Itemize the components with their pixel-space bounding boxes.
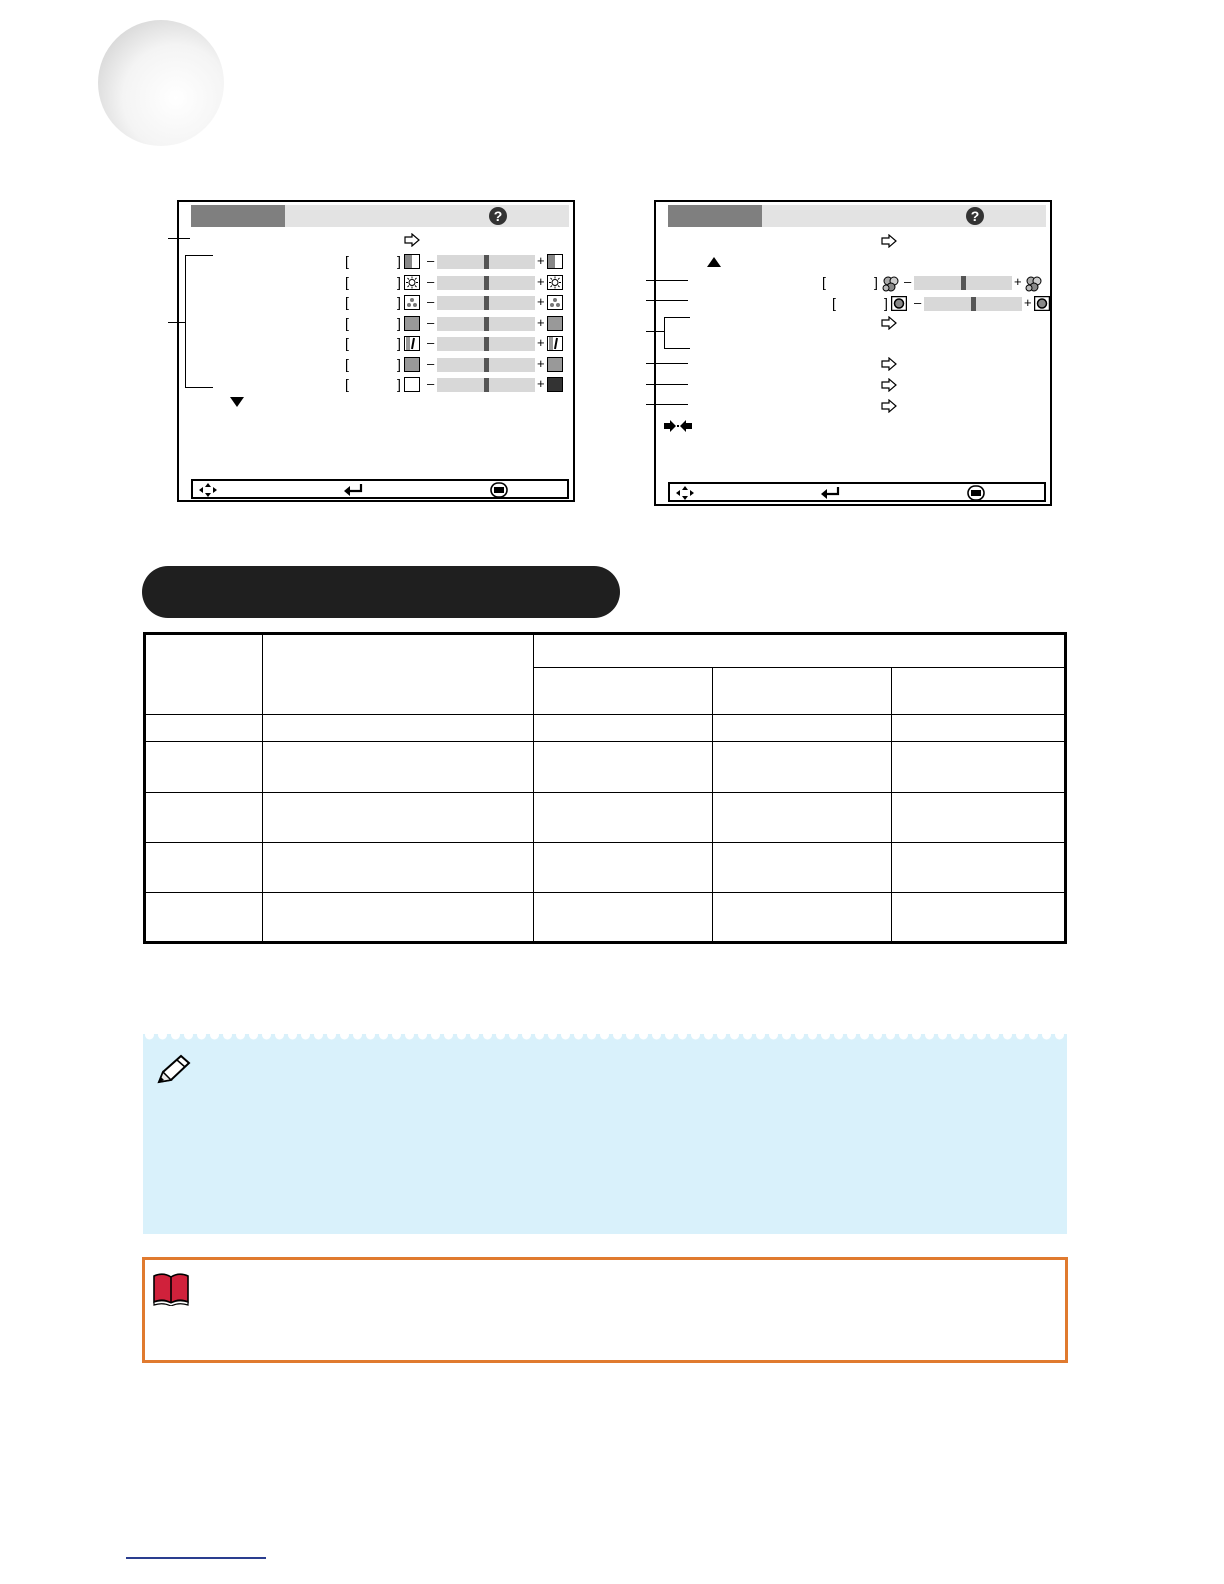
slider-minus-sign: – [427,335,435,350]
slider-minus-sign: – [914,294,922,310]
slider-max-icon [547,254,563,274]
pencil-icon [153,1052,193,1088]
value-bracket-left: [ [832,294,836,311]
slider-track[interactable] [437,276,535,290]
osd-active-tab[interactable] [191,205,285,227]
value-bracket-right: ] [397,355,401,372]
osd-title-bar [191,205,569,227]
slider-track[interactable] [437,378,535,392]
table-row [145,843,1066,893]
callout-bracket-bottom [664,348,690,349]
slider-row[interactable] [345,336,585,352]
slider-plus-sign: + [537,376,545,391]
info-box [142,1257,1068,1363]
slider-thumb[interactable] [484,378,489,392]
four-way-arrow-icon [197,482,219,498]
callout-line [646,363,688,364]
slider-min-icon [404,295,420,315]
value-bracket-right: ] [397,253,401,269]
osd-picture-menu-page-1 [177,200,575,502]
slider-thumb[interactable] [484,296,489,310]
svg-text:?: ? [970,208,980,224]
slider-track[interactable] [437,255,535,269]
slider-track[interactable] [437,296,535,310]
table-row [145,893,1066,943]
slider-thumb[interactable] [484,317,489,331]
value-bracket-right: ] [884,294,888,311]
osd-active-tab[interactable] [668,205,762,227]
scalloped-edge [143,1034,1067,1046]
table-header-cell [534,634,1066,668]
slider-minus-sign: – [427,294,435,309]
slider-thumb[interactable] [971,297,976,311]
slider-thumb[interactable] [484,255,489,269]
slider-min-icon [404,357,420,377]
slider-thumb[interactable] [484,337,489,351]
table-subheader-cell [713,668,892,715]
slider-plus-sign: + [537,314,545,330]
slider-row[interactable] [832,296,1072,312]
slider-max-icon [547,357,563,377]
slider-max-icon [1034,296,1050,316]
slider-row[interactable] [345,254,585,270]
value-bracket-right: ] [397,294,401,310]
value-bracket-right: ] [397,376,401,392]
up-triangle-icon[interactable] [707,257,721,268]
value-bracket-left: [ [822,274,826,290]
callout-line [646,280,688,281]
slider-plus-sign: + [1014,274,1022,289]
right-arrow-icon[interactable] [881,399,897,413]
slider-min-icon [404,254,420,274]
value-bracket-left: [ [345,355,349,372]
callout-line [646,384,688,385]
table-subheader-cell [534,668,713,715]
slider-minus-sign: – [904,274,912,289]
enter-return-icon [820,485,842,501]
slider-minus-sign: – [427,273,435,289]
page-footer-rule [126,1557,266,1559]
value-bracket-left: [ [345,376,349,392]
slider-track[interactable] [437,358,535,372]
table-subheader-cell [892,668,1066,715]
slider-plus-sign: + [537,273,545,289]
down-triangle-icon[interactable] [230,397,244,408]
value-bracket-right: ] [874,274,878,290]
slider-min-icon [404,377,420,397]
slider-thumb[interactable] [484,276,489,290]
note-box [143,1034,1067,1234]
table-header-cell [145,634,263,715]
slider-max-icon [547,336,563,356]
callout-line [646,331,664,332]
slider-row[interactable] [345,275,585,291]
value-bracket-left: [ [345,314,349,331]
slider-max-icon [547,275,563,295]
value-bracket-left: [ [345,294,349,310]
converge-arrows-icon[interactable] [664,419,692,433]
value-bracket-right: ] [397,335,401,351]
table-header-cell [263,634,534,715]
callout-bracket-top [185,255,213,256]
chapter-tab-decoration [98,20,224,146]
right-arrow-icon[interactable] [881,234,897,248]
value-bracket-left: [ [345,253,349,269]
slider-min-icon [404,316,420,336]
slider-min-icon [891,296,907,316]
value-bracket-right: ] [397,273,401,290]
book-icon [151,1272,191,1306]
slider-row[interactable] [345,295,585,311]
help-question-icon[interactable] [965,206,985,226]
osd-picture-menu-page-2 [654,200,1052,506]
right-arrow-icon[interactable] [881,357,897,371]
slider-minus-sign: – [427,253,435,268]
slider-plus-sign: + [537,335,545,350]
help-question-icon[interactable] [488,206,508,226]
slider-thumb[interactable] [484,358,489,372]
slider-max-icon [547,295,563,315]
menu-button-icon [967,485,985,501]
osd-title-bar [668,205,1046,227]
osd-footer-guide [191,479,569,499]
slider-thumb[interactable] [961,276,966,290]
osd-footer-guide [668,482,1046,502]
callout-bracket [664,317,665,349]
slider-row[interactable] [345,316,585,332]
enter-return-icon [343,482,365,498]
callout-bracket-bottom [185,387,213,388]
slider-min-icon [404,336,420,356]
slider-row[interactable] [345,357,585,373]
value-bracket-right: ] [397,314,401,331]
callout-bracket [185,255,186,387]
callout-line [168,322,186,323]
right-arrow-icon[interactable] [404,233,420,247]
slider-max-icon [547,316,563,336]
table-row [145,793,1066,843]
value-bracket-left: [ [345,335,349,351]
right-arrow-icon[interactable] [881,316,897,330]
slider-minus-sign: – [427,376,435,391]
right-arrow-icon[interactable] [881,378,897,392]
slider-row[interactable] [345,377,585,393]
slider-track[interactable] [924,297,1022,311]
slider-plus-sign: + [537,355,545,371]
callout-bracket-top [664,317,690,318]
slider-plus-sign: + [537,294,545,309]
slider-minus-sign: – [427,314,435,330]
slider-track[interactable] [914,276,1012,290]
table-row [145,742,1066,793]
slider-min-icon [404,275,420,295]
svg-text:?: ? [493,208,503,224]
four-way-arrow-icon [674,485,696,501]
table-row [145,715,1066,742]
menu-button-icon [490,482,508,498]
slider-minus-sign: – [427,355,435,371]
slider-track[interactable] [437,317,535,331]
slider-max-icon [547,377,563,397]
slider-row[interactable] [822,275,1062,291]
slider-plus-sign: + [537,253,545,268]
adjustment-items-table [143,632,1067,944]
value-bracket-left: [ [345,273,349,290]
callout-line [168,238,190,239]
slider-plus-sign: + [1024,294,1032,310]
callout-line [646,300,688,301]
callout-line [646,404,688,405]
section-heading-bar [142,566,620,618]
slider-track[interactable] [437,337,535,351]
